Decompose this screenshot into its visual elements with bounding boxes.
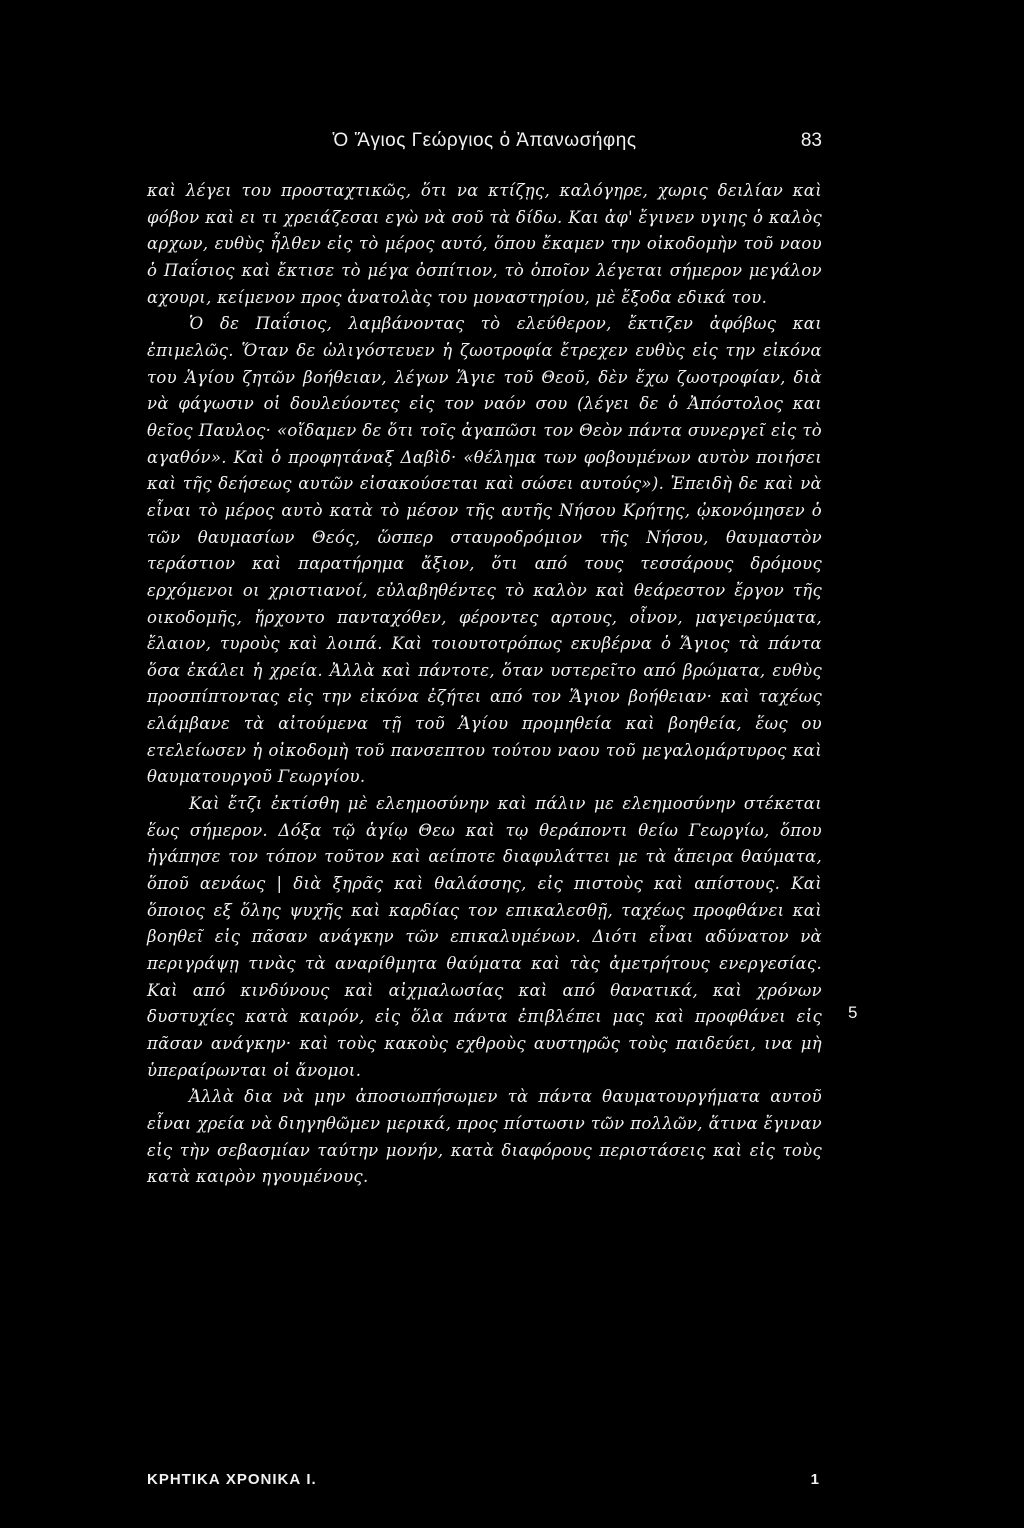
body-text [147, 178, 822, 1191]
paragraph-3: Καὶ ἔτζι ἐκτίσθη μὲ ελεημοσύνην καὶ πάλιν με ελεημοσύνην στέκεται ἕως σήμερον. Δόξα τῷ ἁγίῳ Θεω καὶ τῳ θεράποντι θείω Γεωργίω, ὅπου ἠγάπησε τον τόπον τοῦτον καὶ αείποτε διαφυλάττει με τὰ ἄπειρα θαύματα, ὅποῦ αενάως | διὰ ξηρᾶς καὶ θαλάσσης, εἰς πιστοὺς καὶ απίστους. Καὶ ὅποιος εξ ὅλης ψυχῆς καὶ καρδίας τον επικαλεσθῇ, ταχέως προφθάνει καὶ βοηθεῖ εἰς πᾶσαν ανάγκην τῶν επικαλυμένων. Διότι εἶναι αδύνατον νὰ περιγράψῃ τινὰς τὰ αναρίθμητα θαύματα καὶ τὰς ἀμετρήτους ενεργεσίας. Καὶ από κινδύνους καὶ αἰχμαλωσίας καὶ από θανατικά, καὶ χρόνων δυστυχίες κατὰ καιρόν, εἰς ὅλα πάντα ἐπιβλέπει μας καὶ προφθάνει εἰς πᾶσαν ανάγκην· καὶ τοὺς κακοὺς εχθροὺς αυστηρῶς τοὺς παιδεύει, ινα μὴ ὑπεραίρωνται οἱ ἄνομοι. [147, 794, 822, 1080]
journal-signature: ΚΡΗΤΙΚΑ ΧΡΟΝΙΚΑ Ι. [147, 1471, 317, 1488]
page-number: 83 [800, 130, 822, 151]
margin-line-number: 5 [848, 1003, 858, 1022]
page-header [147, 128, 822, 158]
signature-mark: 1 [810, 1471, 820, 1488]
running-title: Ὁ Ἅγιος Γεώργιος ὁ Ἀπανωσήφης [332, 130, 637, 151]
paragraph-4: Ἀλλὰ δια νὰ μην ἀποσιωπήσωμεν τὰ πάντα θαυματουργήματα αυτοῦ εἶναι χρεία νὰ διηγηθῶμεν μερικά, προς πίστωσιν τῶν πολλῶν, ἅτινα ἔγιναν εἰς τὴν σεβασμίαν ταύτην μονήν, κατὰ διαφόρους περιστάσεις καὶ εἰς τοὺς κατὰ καιρὸν ηγουμένους. [147, 1087, 822, 1187]
paragraph-2: Ὁ δε Παΐσιος, λαμβάνοντας τὸ ελεύθερον, ἔκτιζεν ἀφόβως και ἐπιμελῶς. Ὅταν δε ὠλιγόστευεν ἡ ζωοτροφία ἔτρεχεν ευθὺς εἰς την εἰκόνα του Ἁγίου ζητῶν βοήθειαν, λέγων Ἅγιε τοῦ Θεοῦ, δὲν ἔχω ζωοτροφίαν, διὰ νὰ φάγωσιν οἱ δουλεύοντες εἰς τον ναόν σου (λέγει δε ὁ Ἀπόστολος και θεῖος Παυλος· «οἴδαμεν δε ὅτι τοῖς ἀγαπῶσι τον Θεὸν πάντα συνεργεῖ εἰς τὸ αγαθόν». Καὶ ὁ προφητάναξ Δαβὶδ· «θέλημα των φοβουμένων αυτὸν ποιήσει καὶ τῆς δεήσεως αυτῶν εἰσακούσεται καὶ σώσει αυτούς»). Ἐπειδὴ δε καὶ νὰ εἶναι τὸ μέρος αυτὸ κατὰ τὸ μέσον τῆς αυτῆς Νήσου Κρήτης, ᾠκονόμησεν ὁ τῶν θαυμασίων Θεός, ὥσπερ σταυροδρόμιον τῆς Νήσου, θαυμαστὸν τεράστιον καὶ παρατήρημα ἄξιον, ὅτι από τους τεσσάρους δρόμους ερχόμενοι οι χριστιανοί, εὐλαβηθέντες τὸ καλὸν καὶ θεάρεστον ἔργον τῆς οικοδομῆς, ἤρχοντο πανταχόθεν, φέροντες αρτους, οἶνον, μαγειρεύματα, ἔλαιον, τυροὺς καὶ λοιπά. Καὶ τοιουτοτρόπως εκυβέρνα ὁ Ἅγιος τὰ πάντα ὅσα ἐκάλει ἡ χρεία. Ἀλλὰ καὶ πάντοτε, ὅταν υστερεῖτο από βρώματα, ευθὺς προσπίπτοντας εἰς την εἰκόνα ἐζήτει από τον Ἅγιον βοήθειαν· καὶ ταχέως ελάμβανε τὰ αἰτούμενα τῇ τοῦ Ἁγίου προμηθεία καὶ βοηθεία, ἕως ου ετελείωσεν ἡ οἰκοδομὴ τοῦ πανσεπτου τούτου ναου τοῦ μεγαλομάρτυρος καὶ θαυματουργοῦ Γεωργίου. [147, 314, 822, 787]
page-footer [147, 1471, 822, 1497]
paragraph-1: καὶ λέγει του προσταχτικῶς, ὅτι να κτίζῃς, καλόγηρε, χωρις δειλίαν καὶ φόβον καὶ ει τι χρειάζεσαι εγὼ νὰ σοῦ τὰ δίδω. Και ἀφ' ἔγινεν υγιης ὁ καλὸς αρχων, ευθὺς ἦλθεν εἰς τὸ μέρος αυτό, ὅπου ἔκαμεν την οἰκοδομὴν τοῦ ναου ὁ Παΐσιος καὶ ἔκτισε τὸ μέγα ὀσπίτιον, τὸ ὁποῖον λέγεται σήμερον μεγάλον αχουρι, κείμενον προς ἀνατολὰς του μοναστηρίου, μὲ ἔξοδα εδικά του. [147, 181, 822, 307]
